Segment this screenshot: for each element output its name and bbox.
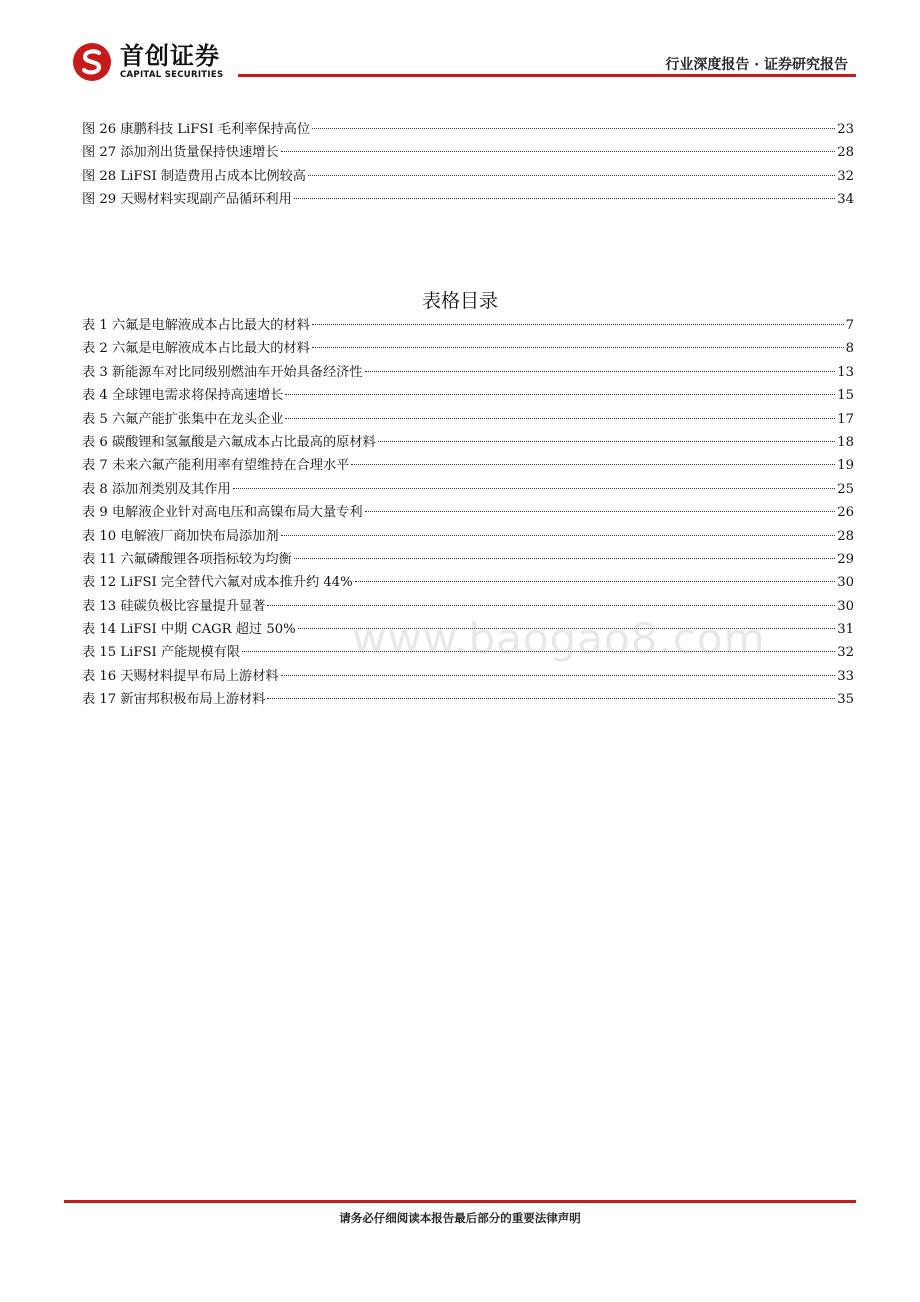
toc-entry[interactable] — [82, 118, 854, 141]
toc-entry-page: 34 — [837, 192, 854, 208]
toc-entry[interactable] — [82, 571, 854, 594]
toc-entry-label: 表 15 LiFSI 产能规模有限 — [82, 645, 241, 661]
toc-entry-page: 19 — [837, 458, 854, 474]
toc-entry-label: 表 16 天赐材料提早布局上游材料 — [82, 668, 279, 684]
toc-leader-dots — [351, 464, 835, 465]
toc-entry-page: 18 — [837, 434, 854, 450]
logo-english-name: CAPITAL SECURITIES — [120, 70, 224, 80]
toc-entry-label: 图 27 添加剂出货量保持快速增长 — [82, 145, 279, 161]
report-type-label: 行业深度报告 · 证券研究报告 — [665, 57, 848, 73]
toc-leader-dots — [285, 418, 835, 419]
toc-leader-dots — [285, 394, 835, 395]
figure-list — [82, 118, 854, 212]
toc-entry-label: 图 26 康鹏科技 LiFSI 毛利率保持高位 — [82, 122, 311, 137]
toc-entry-page: 13 — [837, 364, 854, 380]
toc-entry-page: 8 — [845, 341, 854, 357]
toc-entry-label: 表 8 添加剂类别及其作用 — [82, 481, 231, 497]
footer-divider — [64, 1200, 856, 1203]
toc-entry-label: 表 9 电解液企业针对高电压和高镍布局大量专利 — [82, 505, 363, 521]
toc-entry-label: 表 12 LiFSI 完全替代六氟对成本推升约 44% — [82, 575, 353, 591]
toc-entry-label: 表 4 全球锂电需求将保持高速增长 — [82, 388, 284, 404]
toc-entry-page: 26 — [837, 505, 854, 521]
toc-leader-dots — [312, 347, 844, 348]
toc-entry-label: 表 1 六氟是电解液成本占比最大的材料 — [82, 318, 310, 333]
toc-entry[interactable] — [82, 141, 854, 164]
footer-disclaimer: 请务必仔细阅读本报告最后部分的重要法律声明 — [339, 1211, 581, 1225]
toc-entry-label: 图 29 天赐材料实现副产品循环利用 — [82, 192, 292, 208]
toc-entry-label: 图 28 LiFSI 制造费用占成本比例较高 — [82, 168, 306, 184]
toc-entry[interactable] — [82, 408, 854, 431]
toc-leader-dots — [294, 558, 835, 559]
toc-entry[interactable] — [82, 454, 854, 477]
toc-entry-page: 33 — [837, 668, 854, 684]
toc-entry[interactable] — [82, 165, 854, 188]
toc-entry-label: 表 13 硅碳负极比容量提升显著 — [82, 598, 266, 614]
toc-leader-dots — [281, 151, 836, 152]
toc-entry[interactable] — [82, 314, 854, 337]
toc-entry-page: 30 — [837, 575, 854, 591]
toc-entry[interactable] — [82, 548, 854, 571]
toc-leader-dots — [267, 698, 835, 699]
toc-entry[interactable] — [82, 188, 854, 211]
toc-entry-label: 表 11 六氟磷酸锂各项指标较为均衡 — [82, 551, 292, 567]
toc-entry[interactable] — [82, 384, 854, 407]
toc-entry[interactable] — [82, 478, 854, 501]
watermark: www.baogao8.com — [352, 614, 766, 663]
toc-entry[interactable] — [82, 361, 854, 384]
toc-leader-dots — [312, 324, 844, 325]
toc-entry-page: 23 — [837, 122, 854, 137]
header-divider — [238, 74, 856, 77]
toc-entry-label: 表 5 六氟产能扩张集中在龙头企业 — [82, 411, 284, 427]
table-toc-title: 表格目录 — [421, 290, 498, 312]
toc-entry-page: 32 — [837, 645, 854, 661]
toc-entry-page: 29 — [837, 551, 854, 567]
toc-entry[interactable] — [82, 431, 854, 454]
toc-leader-dots — [281, 675, 836, 676]
page-header — [0, 0, 920, 90]
toc-leader-dots — [378, 441, 836, 442]
logo-chinese-name: 首创证券 — [120, 42, 220, 70]
toc-entry[interactable] — [82, 525, 854, 548]
toc-entry[interactable] — [82, 688, 854, 711]
toc-entry-label: 表 3 新能源车对比同级别燃油车开始具备经济性 — [82, 364, 363, 380]
toc-entry[interactable] — [82, 337, 854, 360]
toc-entry-page: 28 — [837, 145, 854, 161]
toc-entry-page: 7 — [845, 318, 854, 333]
toc-leader-dots — [233, 488, 836, 489]
toc-entry[interactable] — [82, 665, 854, 688]
toc-leader-dots — [281, 535, 836, 536]
toc-leader-dots — [294, 198, 835, 199]
toc-leader-dots — [365, 511, 836, 512]
toc-entry-label: 表 17 新宙邦积极布局上游材料 — [82, 692, 266, 708]
toc-leader-dots — [312, 128, 835, 129]
toc-entry-page: 32 — [837, 168, 854, 184]
toc-entry-page: 31 — [837, 622, 854, 638]
toc-leader-dots — [308, 175, 835, 176]
toc-entry-label: 表 2 六氟是电解液成本占比最大的材料 — [82, 341, 310, 357]
toc-leader-dots — [267, 605, 835, 606]
toc-entry-label: 表 6 碳酸锂和氢氟酸是六氟成本占比最高的原材料 — [82, 434, 376, 450]
toc-leader-dots — [365, 371, 836, 372]
toc-entry-label: 表 14 LiFSI 中期 CAGR 超过 50% — [82, 622, 296, 638]
capital-securities-logo-icon — [72, 42, 112, 82]
toc-entry-page: 17 — [837, 411, 854, 427]
toc-entry-page: 35 — [837, 692, 854, 708]
toc-leader-dots — [355, 581, 836, 582]
toc-entry-page: 15 — [837, 388, 854, 404]
toc-entry-label: 表 10 电解液厂商加快布局添加剂 — [82, 528, 279, 544]
toc-entry[interactable] — [82, 501, 854, 524]
toc-entry-label: 表 7 未来六氟产能利用率有望维持在合理水平 — [82, 458, 350, 474]
toc-entry-page: 30 — [837, 598, 854, 614]
toc-entry-page: 28 — [837, 528, 854, 544]
toc-entry-page: 25 — [837, 481, 854, 497]
